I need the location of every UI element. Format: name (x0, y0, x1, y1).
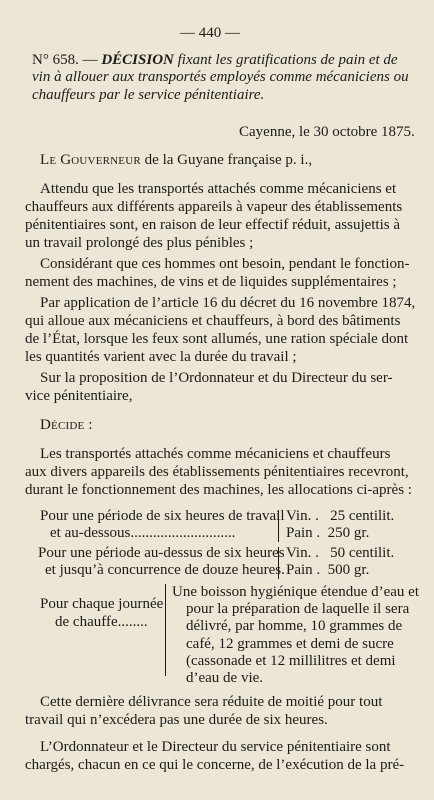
allocation-period: et au-dessous............................ (50, 525, 236, 541)
text-line: de l’État, lorsque les feux sont allumés, une ration spéciale dont (25, 331, 409, 347)
text-line: Considérant que ces hommes ont besoin, pendant le fonction- (40, 256, 410, 272)
per-day-text: Une boisson hygiénique étendue d’eau et (172, 584, 420, 600)
text-line: L’Ordonnateur et le Directeur du service pénitentiaire sont (40, 739, 391, 755)
page-number: — 440 — (180, 25, 240, 41)
per-day-text: (cassonade et 12 millilitres et demi (186, 653, 396, 669)
per-day-text: délivré, par homme, 10 grammes de (186, 618, 403, 634)
per-day-label: de chauffe........ (55, 614, 148, 630)
text-line: un travail prolongé des plus pénibles ; (25, 235, 254, 251)
decision-title-line-1 (32, 52, 398, 69)
text-line: Attendu que les transportés attachés comme mécaniciens et (40, 181, 397, 197)
decision-title-line-2: vin à allouer aux transportés employés comme mécaniciens ou (32, 69, 409, 85)
allocation-item: Vin. . 50 centilit. (286, 545, 395, 561)
text-line: aux divers appareils des établissements pénitentiaires recevront, (25, 464, 409, 480)
text-line: durant le fonctionnement des machines, les allocations ci-après : (25, 482, 412, 498)
per-day-text: pour la préparation de laquelle il sera (186, 601, 410, 617)
text-line: vice pénitentiaire, (25, 388, 133, 404)
text-line: Les transportés attachés comme mécaniciens et chauffeurs (40, 446, 391, 462)
intro-rest: de la Guyane française p. i., (144, 152, 313, 168)
title-dash: — (82, 52, 98, 68)
text-line: Par application de l’article 16 du décret du 16 novembre 1874, (40, 295, 416, 311)
per-day-label: Pour chaque journée (40, 596, 164, 612)
title-line1-rest: fixant les gratifications de pain et de (177, 52, 398, 68)
text-line: chargés, chacun en ce qui le concerne, de l’exécution de la pré- (25, 757, 405, 773)
decision-label: DÉCISION (101, 52, 174, 68)
per-day-brace (165, 584, 166, 676)
dateline: Cayenne, le 30 octobre 1875. (239, 124, 415, 140)
text-line: travail qui n’excédera pas une durée de six heures. (25, 712, 328, 728)
allocation-period: et jusqu’à concurrence de douze heures. (45, 562, 285, 578)
allocation-item: Pain . 500 gr. (286, 562, 370, 578)
intro-lead: Le Gouverneur (40, 152, 141, 168)
text-line: Sur la proposition de l’Ordonnateur et du Directeur du ser- (40, 370, 393, 386)
allocation-item: Pain . 250 gr. (286, 525, 370, 541)
allocation-brace (278, 547, 279, 579)
decision-title-line-3: chauffeurs par le service pénitentiaire. (32, 87, 265, 103)
allocation-brace (278, 510, 279, 542)
per-day-text: d’eau de vie. (186, 670, 264, 686)
allocation-period: Pour une période au-dessus de six heures (38, 545, 285, 561)
text-line: qui alloue aux mécaniciens et chauffeurs, à bord des bâtiments (25, 313, 401, 329)
text-line: Cette dernière délivrance sera réduite de moitié pour tout (40, 694, 383, 710)
text-line: chauffeurs aux différents appareils à vapeur des établissements (25, 199, 403, 215)
decision-number: N° 658. (32, 52, 79, 68)
decide-heading: Décide : (40, 417, 93, 433)
text-line: pénitentiaires sont, en raison de leur effectif réduit, assujettis à (25, 217, 401, 233)
allocation-period: Pour une période de six heures de travail (40, 508, 285, 524)
allocation-item: Vin. . 25 centilit. (286, 508, 395, 524)
per-day-text: café, 12 grammes et demi de sucre (186, 636, 394, 652)
text-line: nement des machines, de vins et de liquides supplémentaires ; (25, 274, 397, 290)
intro-line (40, 152, 312, 169)
text-line: les quantités varient avec la durée du travail ; (25, 349, 297, 365)
